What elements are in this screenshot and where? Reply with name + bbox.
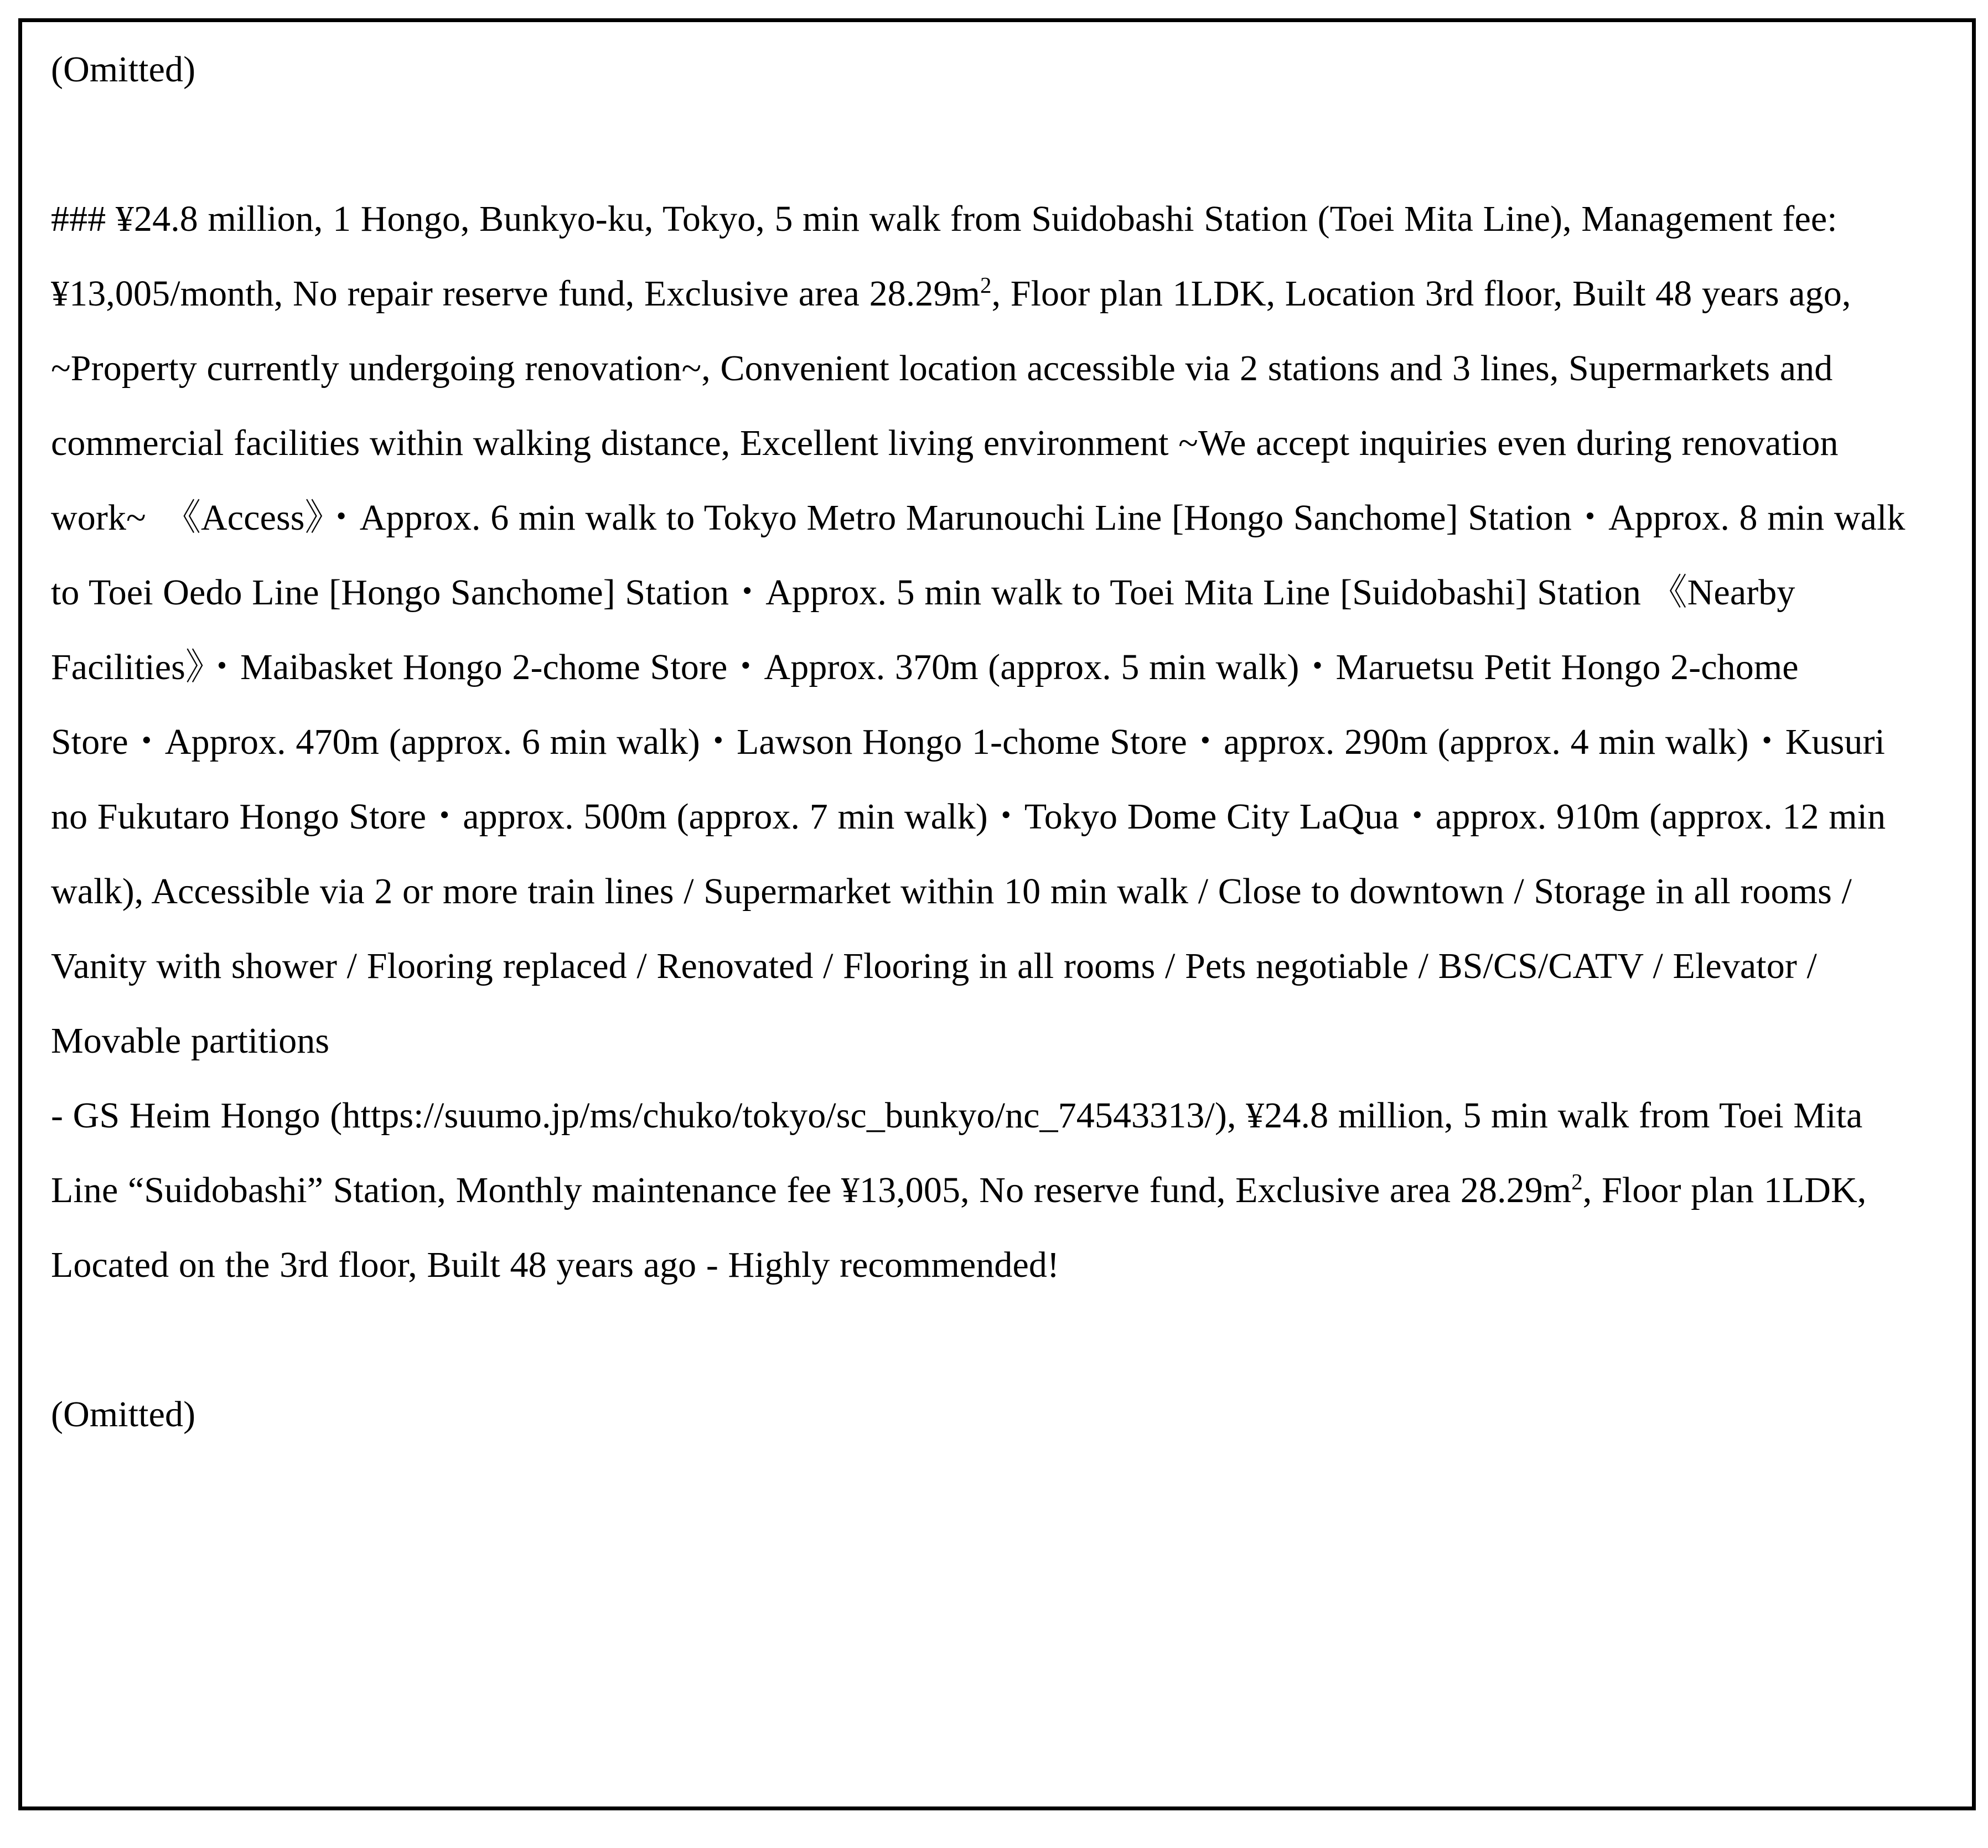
paragraph-gap-top bbox=[51, 107, 1922, 182]
omitted-marker-top: (Omitted) bbox=[51, 49, 196, 90]
omitted-marker-bottom: (Omitted) bbox=[51, 1394, 196, 1435]
paragraph-gap-bottom bbox=[51, 1302, 1922, 1377]
document-body bbox=[51, 32, 1922, 1452]
bordered-text-frame bbox=[18, 18, 1976, 1810]
listing-bullet-paragraph: - GS Heim Hongo (https://suumo.jp/ms/chuko/tokyo/sc_bunkyo/nc_74543313/), ¥24.8 million, 5 min walk from Toei Mita Line “Suidobashi” Station, Monthly maintenance fee ¥13,005, No reserve fund, Exclusive area $28.29m^2$, Floor plan 1LDK, Located on the 3rd floor, Built 48 years ago - Highly recommended! bbox=[51, 1095, 1867, 1285]
text-frame-inner bbox=[22, 22, 1972, 1806]
listing-heading-paragraph: ### ¥24.8 million, 1 Hongo, Bunkyo-ku, Tokyo, 5 min walk from Suidobashi Station (Toei Mita Line), Management fee: ¥13,005/month, No repair reserve fund, Exclusive area $28.29m^2$, Floor plan 1LDK, Location 3rd floor, Built 48 years ago, ~Property currently undergoing renovation~, Convenient location accessible via 2 stations and 3 lines, Supermarkets and commercial facilities within walking distance, Excellent living environment ~We accept inquiries even during renovation work~ 《Access》・Approx. 6 min walk to Tokyo Metro Marunouchi Line [Hongo Sanchome] Station・Approx. 8 min walk to Toei Oedo Line [Hongo Sanchome] Station・Approx. 5 min walk to Toei Mita Line [Suidobashi] Station 《Nearby Facilities》・Maibasket Hongo 2-chome Store・Approx. 370m (approx. 5 min walk)・Maruetsu Petit Hongo 2-chome Store・Approx. 470m (approx. 6 min walk)・Lawson Hongo 1-chome Store・approx. 290m (approx. 4 min walk)・Kusuri no Fukutaro Hongo Store・approx. 500m (approx. 7 min walk)・Tokyo Dome City LaQua・approx. 910m (approx. 12 min walk), Accessible via 2 or more train lines / Supermarket within 10 min walk / Close to downtown / Storage in all rooms / Vanity with shower / Flooring replaced / Renovated / Flooring in all rooms / Pets negotiable / BS/CS/CATV / Elevator / Movable partitions bbox=[51, 199, 1906, 1061]
